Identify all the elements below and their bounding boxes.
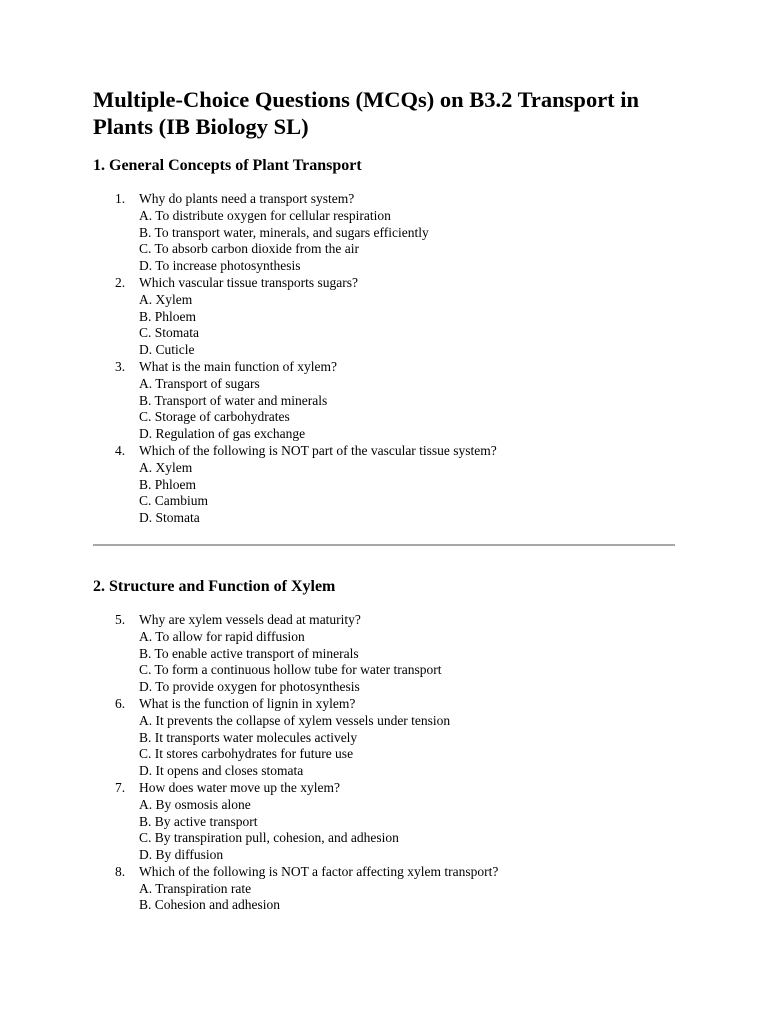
question-number: 1. (115, 191, 126, 206)
answer-option: C. It stores carbohydrates for future use (139, 746, 354, 762)
answer-option: D. Regulation of gas exchange (139, 426, 306, 442)
answer-option: A. Transport of sugars (139, 375, 260, 391)
section-divider (93, 544, 675, 546)
answer-option: B. Phloem (139, 308, 197, 324)
answer-option: B. It transports water molecules actively (139, 729, 358, 745)
question-number: 4. (115, 442, 126, 458)
document-page (93, 86, 675, 914)
answer-option: C. Cambium (139, 493, 209, 509)
question-item (93, 443, 675, 527)
answer-option: A. It prevents the collapse of xylem vessels under tension (139, 712, 451, 728)
answer-option: A. Transpiration rate (139, 880, 252, 896)
question-text: What is the main function of xylem? (139, 358, 337, 374)
answer-option: D. To increase photosynthesis (139, 258, 301, 274)
answer-option: C. Stomata (139, 325, 199, 341)
answer-option: C. To form a continuous hollow tube for water transport (139, 662, 442, 678)
question-item (93, 191, 675, 275)
question-text: Which vascular tissue transports sugars? (139, 274, 358, 290)
answer-option: A. By osmosis alone (139, 796, 251, 812)
question-text: How does water move up the xylem? (139, 779, 340, 795)
question-number: 8. (115, 863, 126, 879)
answer-option: A. Xylem (139, 459, 193, 475)
question-list-section-2 (93, 612, 675, 914)
answer-option: A. To distribute oxygen for cellular respiration (139, 207, 391, 223)
question-list-section-1 (93, 191, 675, 527)
answer-option: D. It opens and closes stomata (139, 763, 304, 779)
question-item (93, 780, 675, 864)
question-text: Why are xylem vessels dead at maturity? (139, 611, 361, 627)
answer-option: A. To allow for rapid diffusion (139, 628, 305, 644)
answer-option: D. By diffusion (139, 847, 224, 863)
question-number: 7. (115, 779, 126, 795)
question-item (93, 696, 675, 780)
answer-option: C. Storage of carbohydrates (139, 409, 290, 425)
answer-option: C. To absorb carbon dioxide from the air (139, 241, 360, 257)
answer-option: B. Cohesion and adhesion (139, 897, 280, 913)
question-text: Which of the following is NOT part of the vascular tissue system? (139, 442, 497, 458)
question-number: 5. (115, 611, 126, 627)
question-number: 3. (115, 358, 126, 374)
answer-option: B. Phloem (139, 476, 197, 492)
answer-option: B. Transport of water and minerals (139, 392, 328, 408)
question-item (93, 275, 675, 359)
question-item (93, 612, 675, 696)
answer-option: D. Stomata (139, 510, 200, 526)
answer-option: B. To transport water, minerals, and sugars efficiently (139, 224, 429, 240)
document-title: Multiple-Choice Questions (MCQs) on B3.2 Transport in Plants (IB Biology SL) (93, 87, 640, 139)
section-heading-xylem: 2. Structure and Function of Xylem (93, 577, 336, 595)
question-item (93, 359, 675, 443)
answer-option: D. Cuticle (139, 342, 195, 358)
question-text: Why do plants need a transport system? (139, 191, 355, 206)
question-text: Which of the following is NOT a factor affecting xylem transport? (139, 863, 499, 879)
answer-option: B. To enable active transport of minerals (139, 645, 359, 661)
answer-option: A. Xylem (139, 291, 193, 307)
answer-option: D. To provide oxygen for photosynthesis (139, 679, 360, 695)
section-heading-general-concepts: 1. General Concepts of Plant Transport (93, 157, 362, 174)
answer-option: B. By active transport (139, 813, 258, 829)
question-number: 2. (115, 274, 126, 290)
question-text: What is the function of lignin in xylem? (139, 695, 356, 711)
question-number: 6. (115, 695, 126, 711)
answer-option: C. By transpiration pull, cohesion, and adhesion (139, 830, 399, 846)
question-item (93, 864, 675, 914)
